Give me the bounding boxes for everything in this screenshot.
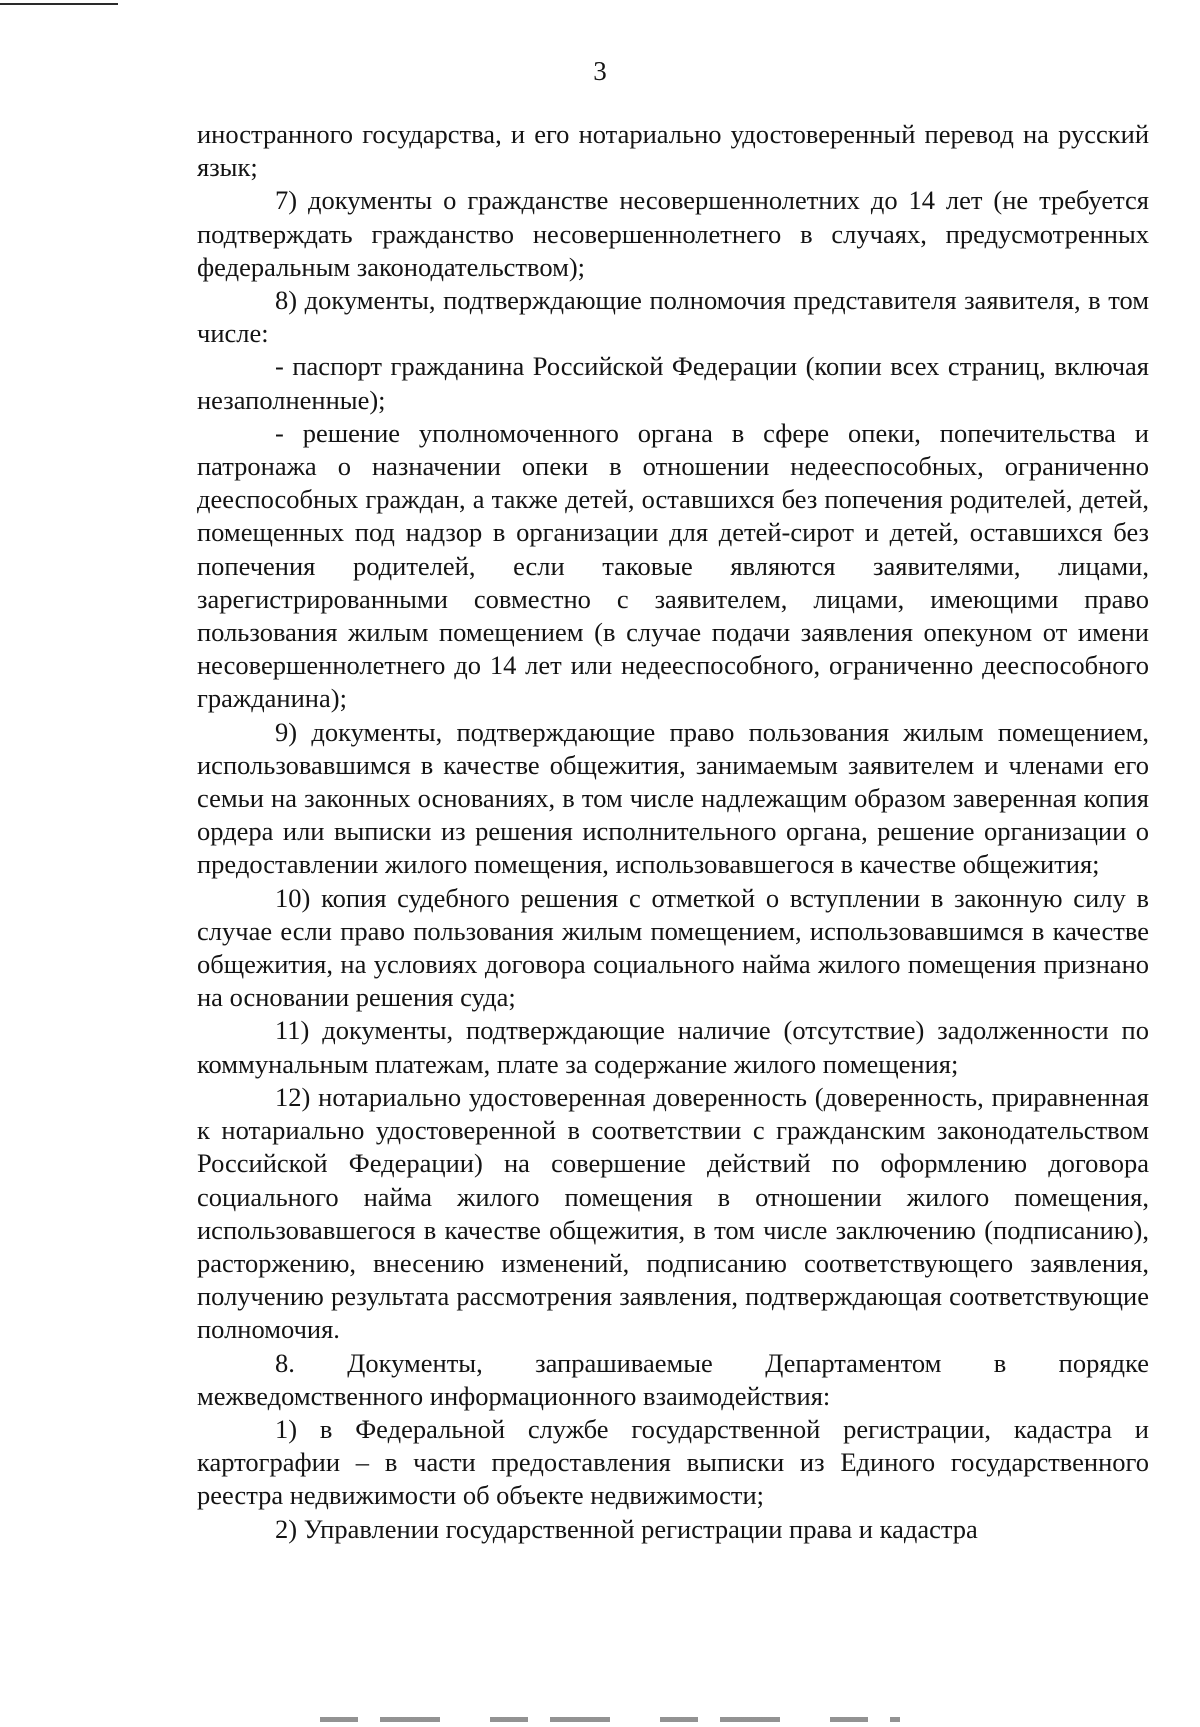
paragraph-subitem-passport: - паспорт гражданина Российской Федерации (копии всех страниц, включая незаполненные); — [197, 351, 1149, 415]
paragraph-item-8: 8) документы, подтверждающие полномочия представителя заявителя, в том числе: — [197, 285, 1149, 349]
paragraph-item-12: 12) нотариально удостоверенная доверенность (доверенность, приравненная к нотариально удостоверенной в соответствии с гражданским законодательством Российской Федерации) на совершение действий по оформлению договора социального найма жилого помещения в отношении жилого помещения, использовавшегося в качестве общежития, в том числе заключению (подписанию), расторжению, внесению изменений, подписанию соответствующего заявления, получению результата рассмотрения заявления, подтверждающая соответствующие полномочия. — [197, 1081, 1149, 1345]
paragraph-item-11: 11) документы, подтверждающие наличие (отсутствие) задолженности по коммунальным платежам, плате за содержание жилого помещения; — [197, 1015, 1149, 1079]
paragraph-section-8-item-1: 1) в Федеральной службе государственной регистрации, кадастра и картографии – в части предоставления выписки из Единого государственного реестра недвижимости об объекте недвижимости; — [197, 1413, 1149, 1511]
paragraph-section-8: 8. Документы, запрашиваемые Департаментом в порядке межведомственного информационного взаимодействия: — [197, 1347, 1149, 1411]
paragraph-section-8-item-2: 2) Управлении государственной регистрации права и кадастра — [275, 1513, 978, 1544]
scan-edge-mark — [0, 3, 118, 5]
paragraph-item-9: 9) документы, подтверждающие право пользования жилым помещением, использовавшимся в качестве общежития, занимаемым заявителем и членами его семьи на законных основаниях, в том числе надлежащим образом заверенная копия ордера или выписки из решения исполнительного органа, решение организации о предоставлении жилого помещения, использовавшегося в качестве общежития; — [197, 716, 1149, 880]
paragraph-continuation: иностранного государства, и его нотариально удостоверенный перевод на русский язык; — [197, 119, 1149, 183]
page-number: 3 — [593, 56, 607, 86]
paragraph-item-10: 10) копия судебного решения с отметкой о вступлении в законную силу в случае если право пользования жилым помещением, использовавшимся в качестве общежития, на условиях договора социального найма жилого помещения признано на основании решения суда; — [197, 882, 1149, 1013]
paragraph-subitem-guardianship: - решение уполномоченного органа в сфере опеки, попечительства и патронажа о назначении опеки в отношении недееспособных, ограниченно дееспособных граждан, а также детей, оставшихся без попечения родителей, детей, помещенных под надзор в организации для детей-сирот и детей, оставшихся без попечения родителей, если таковые являются заявителями, лицами, зарегистрированными совместно с заявителем, лицами, имеющими право пользования жилым помещением (в случае подачи заявления опекуном от имени несовершеннолетнего до 14 лет или недееспособного, ограниченно дееспособного гражданина); — [197, 417, 1149, 714]
scan-artifact-bottom — [320, 1717, 900, 1722]
paragraph-item-7: 7) документы о гражданстве несовершеннолетних до 14 лет (не требуется подтверждать гражданство несовершеннолетнего в случаях, предусмотренных федеральным законодательством); — [197, 185, 1149, 282]
document-body — [197, 118, 1149, 1546]
